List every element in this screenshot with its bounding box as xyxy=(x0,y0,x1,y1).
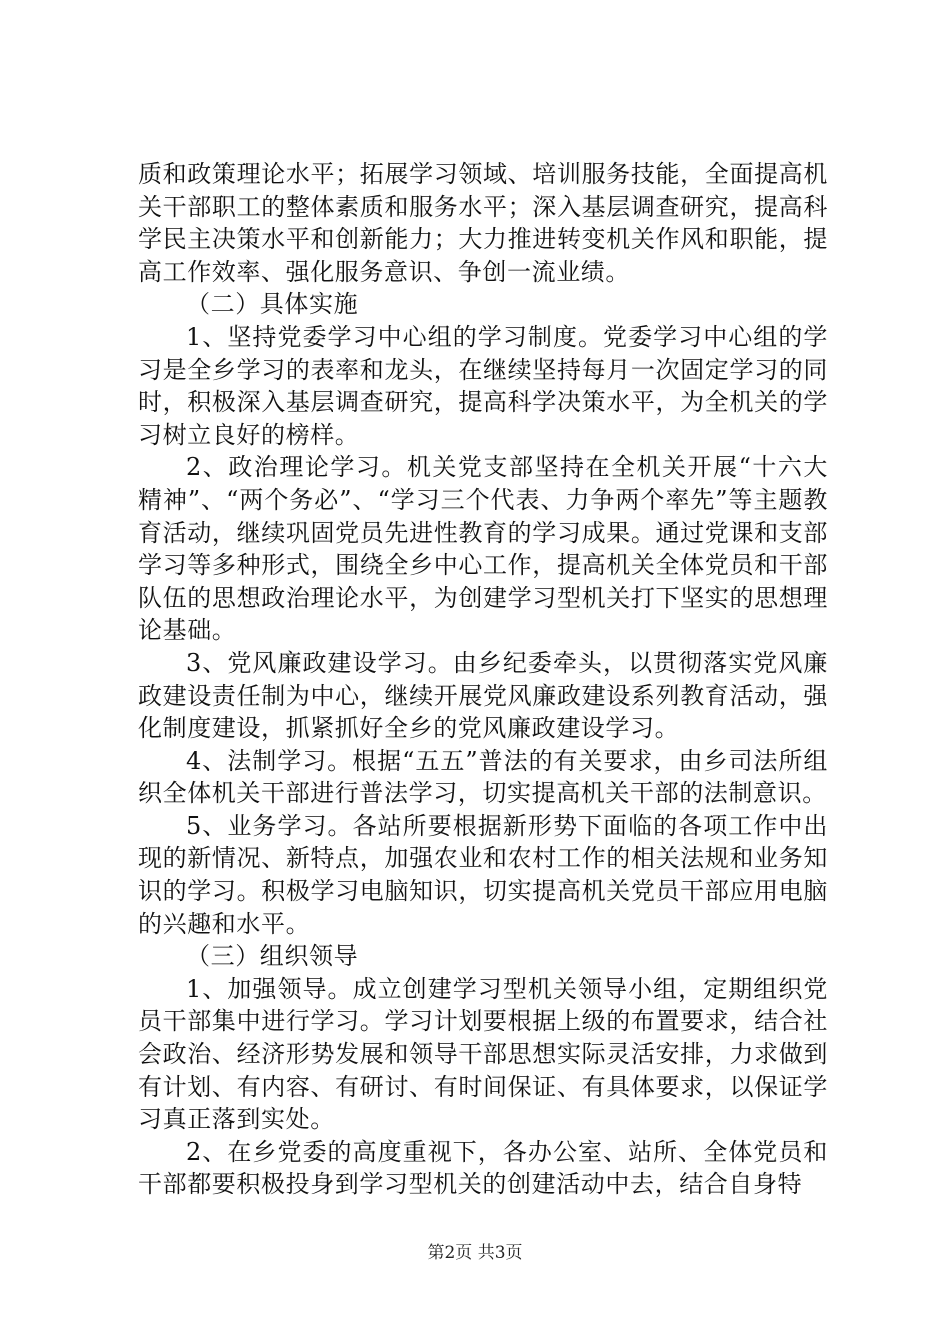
paragraph-leadership-2: 2、在乡党委的高度重视下，各办公室、站所、全体党员和干部都要积极投身到学习型机关的创建活动中去，结合自身特 xyxy=(138,1137,828,1199)
section-heading-implementation: （二）具体实施 xyxy=(186,290,359,319)
page-footer: 第2页 共3页 xyxy=(427,1243,523,1263)
paragraph-item-3: 3、党风廉政建设学习。由乡纪委牵头，以贯彻落实党风廉政建设责任制为中心，继续开展党风廉政建设系列教育活动，强化制度建设，抓紧抓好全乡的党风廉政建设学习。 xyxy=(138,648,828,743)
paragraph-continued: 质和政策理论水平；拓展学习领域、培训服务技能，全面提高机关干部职工的整体素质和服务水平；深入基层调查研究，提高科学民主决策水平和创新能力；大力推进转变机关作风和职能，提高工作效率、强化服务意识、争创一流业绩。 xyxy=(138,160,828,286)
paragraph-item-4: 4、法制学习。根据“五五”普法的有关要求，由乡司法所组织全体机关干部进行普法学习，切实提高机关干部的法制意识。 xyxy=(138,746,828,808)
paragraph-item-2: 2、政治理论学习。机关党支部坚持在全机关开展“十六大精神”、“两个务必”、“学习三个代表、力争两个率先”等主题教育活动，继续巩固党员先进性教育的学习成果。通过党课和支部学习等多种形式，围绕全乡中心工作，提高机关全体党员和干部队伍的思想政治理论水平，为创建学习型机关打下坚实的思想理论基础。 xyxy=(138,453,828,645)
paragraph-item-1: 1、坚持党委学习中心组的学习制度。党委学习中心组的学习是全乡学习的表率和龙头，在继续坚持每月一次固定学习的同时，积极深入基层调查研究，提高科学决策水平，为全机关的学习树立良好的榜样。 xyxy=(138,322,828,449)
paragraph-leadership-1: 1、加强领导。成立创建学习型机关领导小组，定期组织党员干部集中进行学习。学习计划要根据上级的布置要求，结合社会政治、经济形势发展和领导干部思想实际灵活安排，力求做到有计划、有内容、有研讨、有时间保证、有具体要求，以保证学习真正落到实处。 xyxy=(138,974,828,1134)
paragraph-item-5: 5、业务学习。各站所要根据新形势下面临的各项工作中出现的新情况、新特点，加强农业和农村工作的相关法规和业务知识的学习。积极学习电脑知识，切实提高机关党员干部应用电脑的兴趣和水平。 xyxy=(138,811,828,938)
document-body xyxy=(138,158,828,1201)
section-heading-leadership: （三）组织领导 xyxy=(186,942,359,971)
